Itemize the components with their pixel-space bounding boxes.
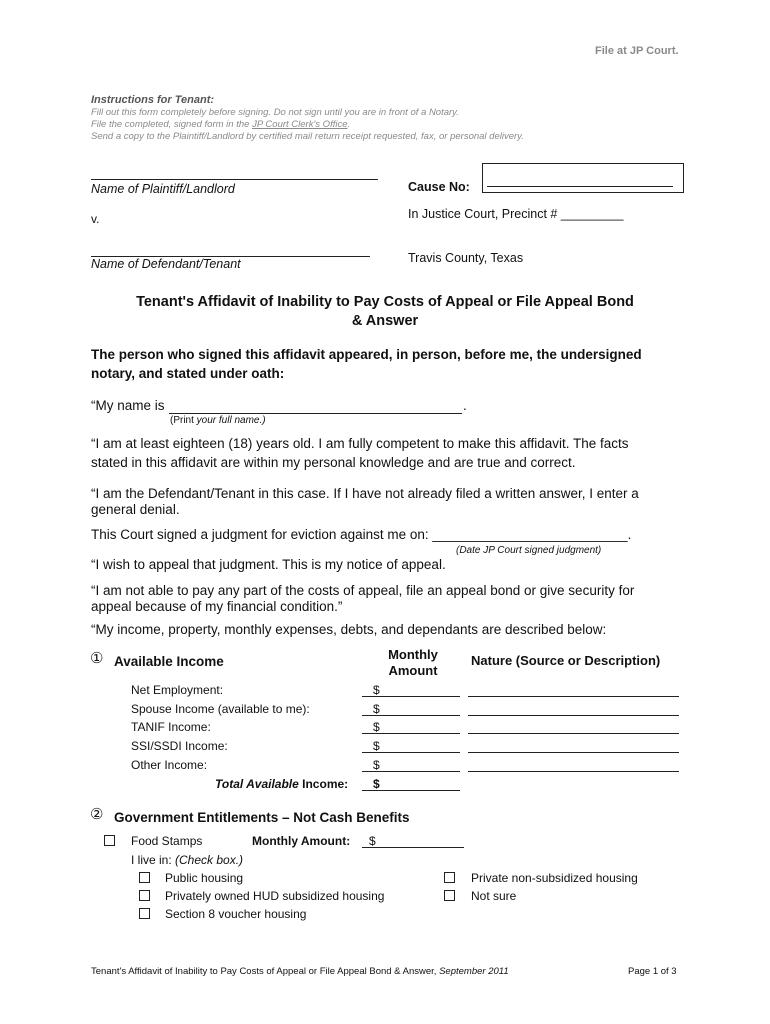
currency-symbol: $ <box>369 834 376 848</box>
cause-no-label: Cause No: <box>408 180 470 194</box>
spouse-income-amount-field[interactable] <box>362 699 460 716</box>
defendant-name-field[interactable] <box>91 240 370 257</box>
instructions-line-2-text: File the completed, signed form in the <box>91 119 253 130</box>
full-name-field[interactable] <box>169 397 462 414</box>
income-row-label: Other Income: <box>131 758 208 772</box>
footer-title-text: Tenant's Affidavit of Inability to Pay Costs of Appeal or File Appeal Bond & Answer, <box>91 966 440 977</box>
currency-symbol: $ <box>373 702 380 716</box>
section-2-number: ② <box>90 806 104 823</box>
currency-symbol: $ <box>373 683 380 697</box>
instructions-line-2-end: . <box>347 119 351 130</box>
tanif-income-nature-field[interactable] <box>468 717 679 734</box>
unable-statement-line-2: appeal because of my financial condition.” <box>91 599 343 614</box>
appeal-statement: “I wish to appeal that judgment. This is my notice of appeal. <box>91 557 446 572</box>
monthly-column-header: Monthly <box>388 647 438 662</box>
my-name-label: “My name is <box>91 398 165 413</box>
live-in-label <box>131 853 243 867</box>
public-housing-label: Public housing <box>165 871 244 885</box>
public-housing-checkbox[interactable] <box>139 872 150 883</box>
defendant-label: Name of Defendant/Tenant <box>91 257 241 271</box>
cause-no-field[interactable] <box>487 168 673 187</box>
jp-court-clerk-link[interactable]: JP Court Clerk's Office <box>252 119 348 130</box>
form-title-line-1: Tenant's Affidavit of Inability to Pay Costs of Appeal or File Appeal Bond <box>136 294 634 310</box>
total-income-label-italic: Total Available <box>215 777 299 791</box>
live-in-label-italic: (Check box.) <box>175 853 244 867</box>
age-statement-line-2: stated in this affidavit are within my personal knowledge and are true and correct. <box>91 455 576 470</box>
income-row-label: Spouse Income (available to me): <box>131 702 310 716</box>
spouse-income-nature-field[interactable] <box>468 699 679 716</box>
other-income-amount-field[interactable] <box>362 755 460 772</box>
intro-line-1: The person who signed this affidavit appeared, in person, before me, the undersigned <box>91 347 642 362</box>
income-row-label: Net Employment: <box>131 683 224 697</box>
tanif-income-amount-field[interactable] <box>362 717 460 734</box>
court-precinct-line: In Justice Court, Precinct # _________ <box>408 207 624 221</box>
footer-document-title <box>91 966 509 977</box>
available-income-heading: Available Income <box>114 654 224 669</box>
cause-no-box <box>482 163 684 193</box>
instructions-line-1: Fill out this form completely before signing. Do not sign until you are in front of a Notary. <box>91 107 459 118</box>
file-at-court-note: File at JP Court. <box>595 45 679 57</box>
food-stamps-amount-field[interactable] <box>362 831 464 848</box>
versus-label: v. <box>91 212 100 226</box>
footer-page-number: Page 1 of 3 <box>628 966 677 977</box>
amount-column-header: Amount <box>388 663 438 678</box>
not-sure-label: Not sure <box>471 889 517 903</box>
defendant-statement-line-1: “I am the Defendant/Tenant in this case. If I have not already filed a written answer, I enter a <box>91 486 639 501</box>
hud-subsidized-housing-label: Privately owned HUD subsidized housing <box>165 889 385 903</box>
age-statement-line-1: “I am at least eighteen (18) years old. I am fully competent to make this affidavit. The facts <box>91 436 629 451</box>
total-income-amount-field[interactable] <box>362 774 460 791</box>
full-name-hint-italic: your full name.) <box>196 415 266 426</box>
total-income-label-rest: Income: <box>298 777 349 791</box>
not-sure-checkbox[interactable] <box>444 890 455 901</box>
currency-symbol: $ <box>373 777 380 791</box>
monthly-amount-label: Monthly Amount: <box>252 834 351 848</box>
defendant-statement-line-2: general denial. <box>91 502 180 517</box>
private-housing-checkbox[interactable] <box>444 872 455 883</box>
full-name-hint-text: (Print <box>170 415 197 426</box>
nature-column-header: Nature (Source or Description) <box>471 653 661 668</box>
total-income-label <box>215 777 348 791</box>
ssi-ssdi-income-nature-field[interactable] <box>468 736 679 753</box>
my-name-period: . <box>463 398 467 413</box>
hud-subsidized-housing-checkbox[interactable] <box>139 890 150 901</box>
instructions-line-3: Send a copy to the Plaintiff/Landlord by certified mail return receipt requested, fax, or personal delivery. <box>91 131 524 142</box>
live-in-label-text: I live in: <box>131 853 176 867</box>
intro-line-2: notary, and stated under oath: <box>91 366 285 381</box>
plaintiff-label: Name of Plaintiff/Landlord <box>91 182 235 196</box>
section-1-number: ① <box>90 650 104 667</box>
income-row-label: TANIF Income: <box>131 720 211 734</box>
instructions-line-2 <box>91 119 350 130</box>
judgment-statement: This Court signed a judgment for eviction against me on: __________________________. <box>91 527 632 542</box>
currency-symbol: $ <box>373 758 380 772</box>
currency-symbol: $ <box>373 739 380 753</box>
form-title-line-2: & Answer <box>351 313 419 329</box>
income-row-label: SSI/SSDI Income: <box>131 739 228 753</box>
net-employment-amount-field[interactable] <box>362 680 460 697</box>
private-housing-label: Private non-subsidized housing <box>471 871 638 885</box>
government-entitlements-heading: Government Entitlements – Not Cash Benefits <box>114 810 410 825</box>
unable-statement-line-1: “I am not able to pay any part of the costs of appeal, file an appeal bond or give security for <box>91 583 635 598</box>
net-employment-nature-field[interactable] <box>468 680 679 697</box>
ssi-ssdi-income-amount-field[interactable] <box>362 736 460 753</box>
instructions-title: Instructions for Tenant: <box>91 94 215 106</box>
income-description-statement: “My income, property, monthly expenses, debts, and dependants are described below: <box>91 622 607 637</box>
other-income-nature-field[interactable] <box>468 755 679 772</box>
plaintiff-name-field[interactable] <box>91 163 378 180</box>
full-name-hint <box>170 415 266 426</box>
judgment-date-hint: (Date JP Court signed judgment) <box>456 545 602 556</box>
county-label: Travis County, Texas <box>408 251 524 265</box>
food-stamps-label: Food Stamps <box>131 834 203 848</box>
food-stamps-checkbox[interactable] <box>104 835 115 846</box>
currency-symbol: $ <box>373 720 380 734</box>
section-8-housing-checkbox[interactable] <box>139 908 150 919</box>
section-8-housing-label: Section 8 voucher housing <box>165 907 307 921</box>
footer-date: September 2011 <box>439 966 509 977</box>
